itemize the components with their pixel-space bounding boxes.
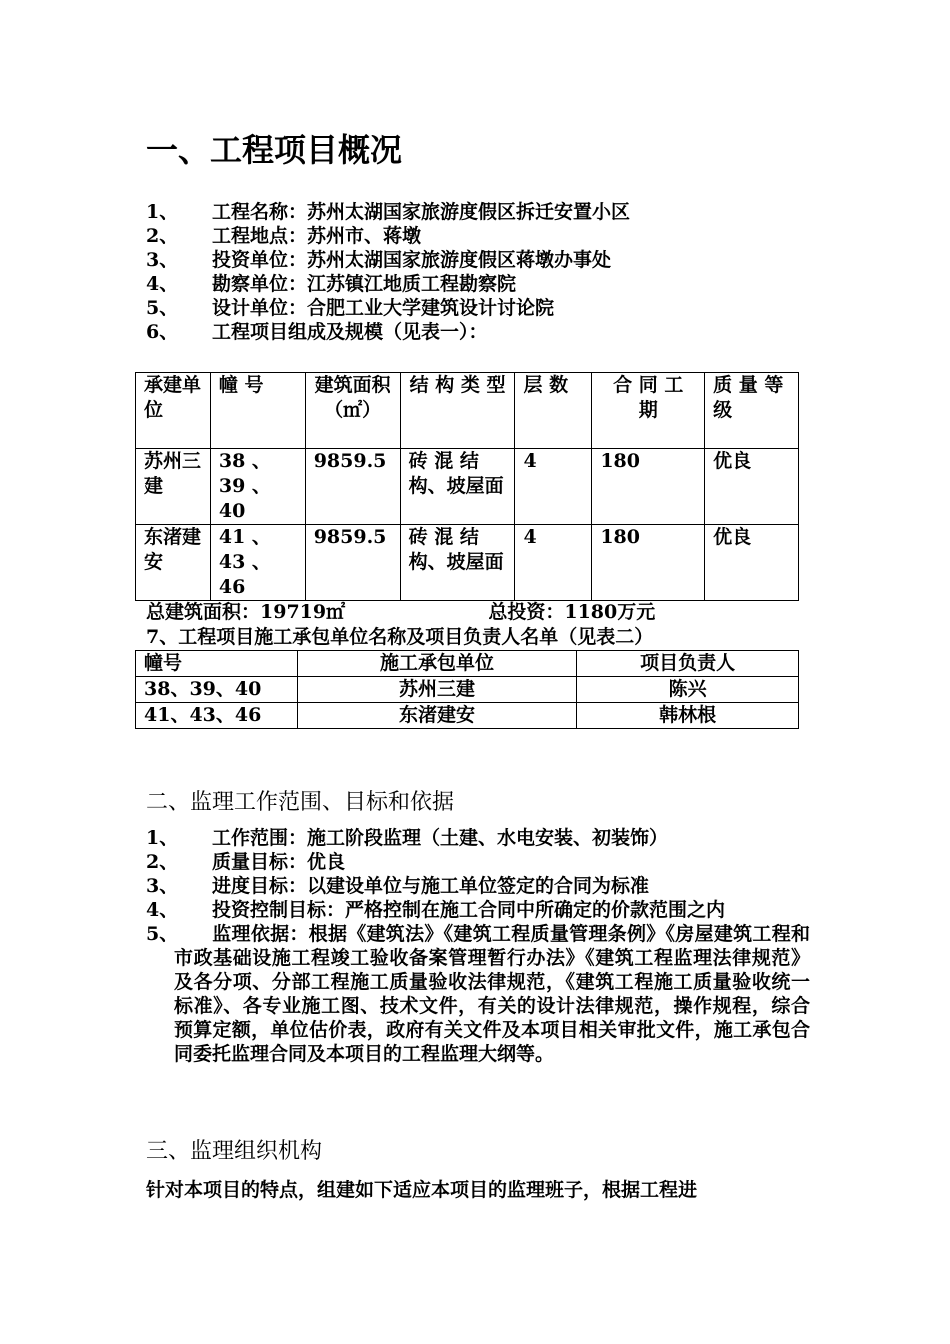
table-cell: 180 — [592, 525, 705, 601]
table-cell: 陈兴 — [577, 677, 799, 703]
table-row — [136, 703, 799, 729]
table-header: 幢号 — [136, 651, 298, 677]
table-cell: 砖 混 结构、坡屋面 — [400, 449, 515, 525]
table-cell: 韩林根 — [577, 703, 799, 729]
table-header: 施工承包单位 — [297, 651, 577, 677]
table-cell: 9859.5 — [305, 449, 400, 525]
table-header: 质 量 等 级 — [705, 373, 799, 449]
total-investment: 总投资：1180万元 — [488, 601, 656, 623]
list-item: 1、 工作范围：施工阶段监理（土建、水电安装、初装饰） — [146, 827, 669, 849]
table-header: 合 同 工 期 — [592, 373, 705, 449]
table-cell: 38、39、40 — [136, 677, 298, 703]
list-item: 5、 设计单位：合肥工业大学建筑设计讨论院 — [146, 297, 555, 319]
table-cell: 东渚建安 — [136, 525, 211, 601]
table-row — [136, 677, 799, 703]
table-cell: 38 、 39 、40 — [210, 449, 305, 525]
table-cell: 4 — [515, 525, 592, 601]
table-cell: 砖 混 结构、坡屋面 — [400, 525, 515, 601]
section3-paragraph: 针对本项目的特点，组建如下适应本项目的监理班子，根据工程进 — [146, 1179, 698, 1201]
list-item: 1、 工程名称：苏州太湖国家旅游度假区拆迁安置小区 — [146, 201, 631, 223]
item-7: 7、工程项目施工承包单位名称及项目负责人名单（见表二） — [146, 626, 654, 648]
list-item: 2、 工程地点：苏州市、蒋墩 — [146, 225, 422, 247]
table-row — [136, 449, 799, 525]
list-item: 5、 监理依据：根据《建筑法》《建筑工程质量管理条例》《房屋建筑工程和市政基础设施工程竣工验收备案管理暂行办法》《建筑工程监理法律规范》及各分项、分部工程施工质量验收法律规范，《建筑工程施工质量验收统一标准》、各专业施工图、技术文件，有关的设计法律规范，操作规程，综合预算定额，单位估价表，政府有关文件及本项目相关审批文件，施工承包合同委托监理合同及本项目的工程监理大纲等。 — [146, 923, 810, 1065]
table-row — [136, 525, 799, 601]
table-cell: 东渚建安 — [297, 703, 577, 729]
table-cell: 9859.5 — [305, 525, 400, 601]
section1-title: 一、工程项目概况 — [146, 131, 403, 169]
list-item: 3、 投资单位：苏州太湖国家旅游度假区蒋墩办事处 — [146, 249, 612, 271]
table-header: 承建单位 — [136, 373, 211, 449]
contractor-table — [135, 650, 799, 729]
section2-title: 二、监理工作范围、目标和依据 — [146, 790, 455, 815]
table-header-row — [136, 373, 799, 449]
section2-list — [146, 826, 810, 1066]
table-cell: 180 — [592, 449, 705, 525]
section1-list — [146, 200, 810, 344]
table-cell: 优良 — [705, 449, 799, 525]
table-cell: 苏州三建 — [297, 677, 577, 703]
list-item: 2、 质量目标：优良 — [146, 851, 346, 873]
table-header: 项目负责人 — [577, 651, 799, 677]
list-item: 4、 勘察单位：江苏镇江地质工程勘察院 — [146, 273, 517, 295]
list-item: 4、 投资控制目标：严格控制在施工合同中所确定的价款范围之内 — [146, 899, 726, 921]
list-item: 6、 工程项目组成及规模（见表一）： — [146, 321, 488, 343]
section3-title: 三、监理组织机构 — [146, 1139, 323, 1164]
totals-line — [146, 600, 655, 625]
table-header: 幢 号 — [210, 373, 305, 449]
table-header: 结 构 类 型 — [400, 373, 515, 449]
table-cell: 41 、 43 、46 — [210, 525, 305, 601]
project-scale-table — [135, 372, 799, 601]
list-item: 3、 进度目标：以建设单位与施工单位签定的合同为标准 — [146, 875, 650, 897]
table-header-row — [136, 651, 799, 677]
table-cell: 苏州三建 — [136, 449, 211, 525]
table-cell: 41、43、46 — [136, 703, 298, 729]
table-header: 层 数 — [515, 373, 592, 449]
table-header: 建筑面积（㎡） — [305, 373, 400, 449]
total-area: 总建筑面积：19719㎡ — [146, 601, 346, 623]
table-cell: 4 — [515, 449, 592, 525]
table-cell: 优良 — [705, 525, 799, 601]
